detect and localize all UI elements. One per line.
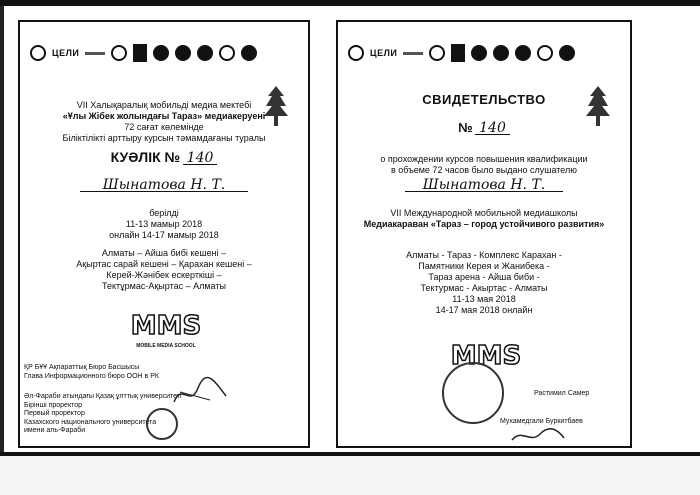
program-line: VII Халықаралық мобильді медиа мектебі (76, 100, 252, 110)
route-line: Тектурмас - Акыртас - Алматы (420, 283, 548, 293)
partner-logo-icon (493, 45, 509, 61)
scan-left-edge (0, 6, 4, 452)
mms-logo-icon (130, 310, 202, 338)
route-line: 14-17 мая 2018 онлайн (435, 305, 533, 315)
dates-line: 11-13 мамыр 2018 (125, 219, 203, 229)
partner-logo-icon (241, 45, 257, 61)
certificate-heading (20, 149, 308, 166)
caravan-line: Медиакараван «Тараз – город устойчивого развития» (363, 219, 605, 229)
scan-bottom-area (0, 452, 700, 495)
partner-logos (30, 40, 298, 66)
signature-icon (508, 426, 568, 446)
route-block (20, 248, 308, 292)
emblem-icon (111, 45, 127, 61)
certificate-number-row (338, 122, 630, 135)
certificate-page-kazakh (18, 20, 310, 448)
course-line: о прохождении курсов повышения квалификации (380, 154, 588, 164)
signatory-line: Глава Информационного бюро ООН в РК (24, 372, 159, 380)
partner-logo-icon (515, 45, 531, 61)
signatory-line: Первый проректор (24, 410, 85, 417)
route-line: Тараз арена - Айша биби - (428, 272, 540, 282)
emblem-icon (429, 45, 445, 61)
route-line: Тектұрмас-Ақыртас – Алматы (102, 281, 226, 291)
recipient-name: Шынатова Н. Т. (405, 180, 563, 192)
partner-logo-icon (537, 45, 553, 61)
round-stamp (146, 408, 178, 440)
signatory-line: имени аль-Фараби (24, 427, 86, 434)
logo-divider (403, 52, 423, 55)
signatory-line: ҚР БҰҰ Ақпараттық Бюро Басшысы (24, 364, 140, 371)
partner-logo-icon (471, 45, 487, 61)
signatory-line: Казахского национального университета (24, 418, 157, 426)
university-logo-icon (133, 44, 147, 62)
route-line: Алматы – Айша бибі кешені – (101, 248, 227, 258)
recipient-row (338, 177, 630, 193)
partner-logo-icon (219, 45, 235, 61)
partner-logos (348, 40, 620, 66)
program-line: 72 сағат көлемінде (124, 122, 204, 132)
un-emblem-icon (348, 45, 364, 61)
certificate-page-russian (336, 20, 632, 448)
un-emblem-icon (30, 45, 46, 61)
recipient-row (20, 177, 308, 193)
number-sign: № (458, 120, 473, 135)
mms-label: MOBILE MEDIA SCHOOL (136, 343, 196, 349)
logo-divider (85, 52, 105, 55)
course-line: в объеме 72 часов было выдано слушателю (390, 165, 578, 175)
dates-line: онлайн 14-17 мамыр 2018 (109, 230, 219, 240)
mms-logo (130, 310, 202, 348)
route-block (338, 250, 630, 316)
route-line: Алматы - Тараз - Комплекс Карахан - (406, 250, 562, 260)
signatory-name: Растимил Самер (534, 390, 590, 397)
certificate-title: СВИДЕТЕЛЬСТВО (422, 92, 546, 107)
recipient-name: Шынатова Н. Т. (80, 180, 248, 192)
partner-logo-icon (197, 45, 213, 61)
certificate-heading (338, 94, 630, 105)
signatory-name: Мухамедгали Буркитбаев (500, 418, 583, 425)
certificate-number: 140 (183, 153, 218, 165)
route-line: Керей-Жәнібек ескерткіші – (106, 270, 222, 280)
partner-logo-icon (175, 45, 191, 61)
route-line: Памятники Керея и Жанибека - (418, 261, 550, 271)
course-info (338, 154, 630, 176)
program-line: «Ұлы Жібек жолындағы Тараз» медиакеруені (62, 111, 266, 121)
goals-logo: ЦЕЛИ (52, 48, 80, 58)
route-line: 11-13 мая 2018 (452, 294, 516, 304)
university-logo-icon (451, 44, 465, 62)
certificate-number: 140 (475, 123, 510, 135)
program-line: Біліктілікті арттыру курсын тәмамдағаны туралы (62, 133, 266, 143)
route-line: Ақыртас сарай кешені – Қарахан кешені – (76, 259, 252, 269)
issued-label: берілді (149, 208, 179, 218)
program-title (20, 100, 308, 144)
signature-icon (170, 372, 230, 412)
partner-logo-icon (153, 45, 169, 61)
signatory-line: Бірінші проректор (24, 401, 82, 409)
svg-text:MMS: MMS (450, 341, 522, 368)
partner-logo-icon (559, 45, 575, 61)
certificate-title: КУӘЛІК № (110, 149, 181, 165)
signatory-line: Әл-Фараби атындағы Қазақ ұлттық университеті (24, 393, 182, 400)
school-line: VII Международной мобильной медиашколы (390, 208, 578, 218)
svg-text:MMS: MMS (130, 311, 202, 338)
goals-logo: ЦЕЛИ (370, 48, 398, 58)
scan-top-edge (0, 0, 700, 6)
round-stamp (442, 362, 504, 424)
school-info (338, 208, 630, 230)
issue-info (20, 208, 308, 241)
